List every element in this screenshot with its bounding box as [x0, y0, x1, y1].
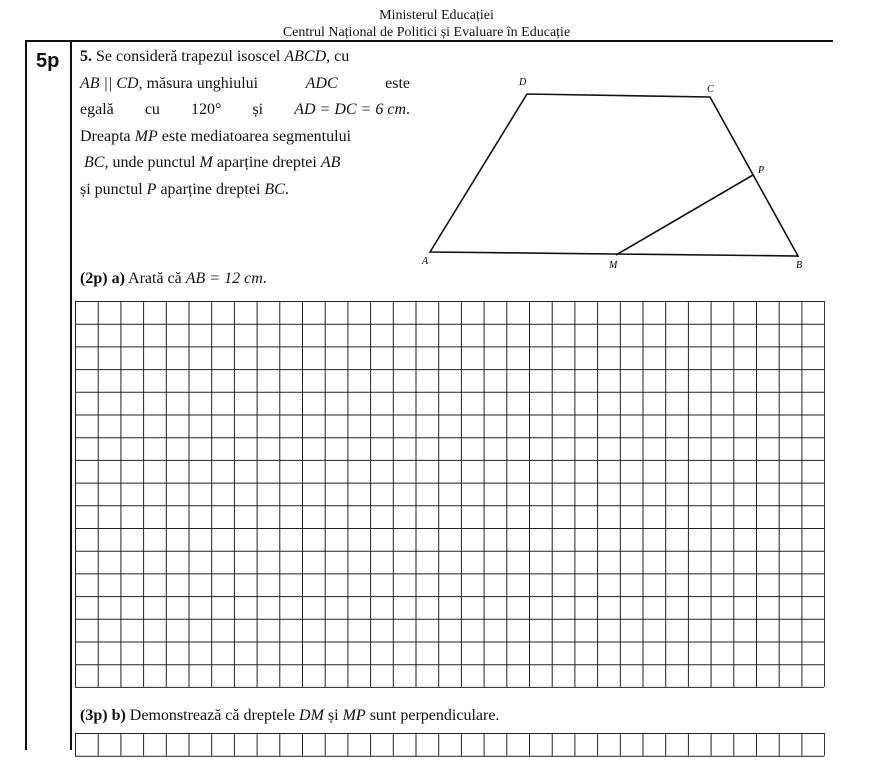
trapezoid-figure	[410, 70, 830, 280]
statement-line-4: Dreapta MP este mediatoarea segmentului	[80, 127, 352, 145]
grid-lines	[75, 733, 825, 757]
segment-mp	[616, 175, 753, 255]
trapezoid-abcd	[430, 94, 798, 256]
label-d: D	[519, 77, 527, 88]
frame-top-line	[25, 40, 833, 42]
part-b-prompt: (3p) b) Demonstrează că dreptele DM și MP sunt perpendiculare.	[80, 707, 500, 724]
statement-line-1: 5. Se consideră trapezul isoscel ABCD, cu	[80, 48, 350, 65]
grid-lines	[75, 301, 825, 688]
label-m: M	[609, 260, 618, 271]
frame-left-line	[25, 40, 27, 750]
points-label: 5p	[36, 50, 60, 72]
answer-grid-a[interactable]	[75, 301, 825, 693]
answer-grid-b[interactable]	[75, 733, 825, 762]
frame-divider-line	[70, 40, 72, 750]
header-ministry: Ministerul Educației	[379, 8, 494, 23]
statement-line-5: BC, unde punctul M aparține dreptei AB	[84, 154, 341, 171]
statement-line-6: și punctul P aparține dreptei BC.	[80, 180, 289, 198]
label-c: C	[707, 84, 714, 95]
problem-statement	[80, 44, 410, 203]
header-center: Centrul Național de Politici și Evaluare în Educație	[282, 25, 571, 40]
problem-number: 5.	[80, 48, 92, 65]
part-a-prompt: (2p) a) Arată că AB = 12 cm.	[80, 270, 267, 287]
statement-line-3: egală cu 120° și AD = DC = 6 cm.	[80, 101, 410, 118]
label-p: P	[758, 165, 765, 176]
label-a: A	[422, 256, 429, 267]
label-b: B	[796, 260, 803, 271]
statement-line-2: AB || CD, măsura unghiului ADC este	[80, 74, 410, 92]
